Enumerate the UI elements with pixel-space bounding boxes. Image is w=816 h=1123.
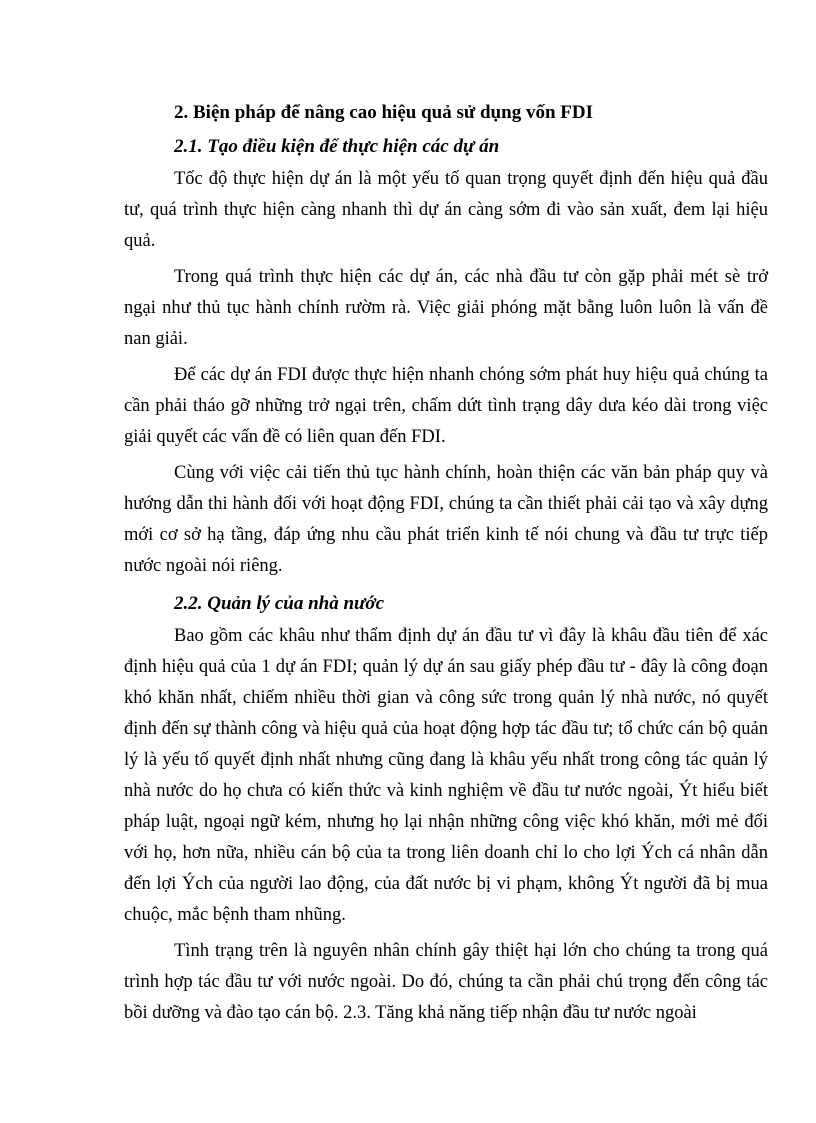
paragraph: Cùng với việc cải tiến thủ tục hành chính, hoàn thiện các văn bản pháp quy và hướng dẫn thi hành đối với hoạt động FDI, chúng ta cần thiết phải cải tạo và xây dựng mới cơ sở hạ tầng, đáp ứng nhu cầu phát triển kinh tế nói chung và đầu tư trực tiếp nước ngoài nói riêng.: [124, 463, 768, 576]
section-heading-2-2: 2.2. Quản lý của nhà nước: [174, 593, 385, 614]
main-heading: 2. Biện pháp để nâng cao hiệu quả sử dụng vốn FDI: [174, 102, 593, 123]
paragraph: Trong quá trình thực hiện các dự án, các nhà đầu tư còn gặp phải mét sè trở ngại như thủ tục hành chính rườm rà. Việc giải phóng mặt bằng luôn luôn là vấn đề nan giải.: [124, 267, 768, 349]
paragraph: Tốc độ thực hiện dự án là một yếu tố quan trọng quyết định đến hiệu quả đầu tư, quá trình thực hiện càng nhanh thì dự án càng sớm đi vào sản xuất, đem lại hiệu quả.: [124, 169, 768, 251]
paragraph: Tình trạng trên là nguyên nhân chính gây thiệt hại lớn cho chúng ta trong quá trình hợp tác đầu tư với nước ngoài. Do đó, chúng ta cần phải chú trọng đến công tác bồi dưỡng và đào tạo cán bộ. 2.3. Tăng khả năng tiếp nhận đầu tư nước ngoài: [124, 941, 768, 1023]
paragraph: Để các dự án FDI được thực hiện nhanh chóng sớm phát huy hiệu quả chúng ta cần phải tháo gỡ những trở ngại trên, chấm dứt tình trạng dây dưa kéo dài trong việc giải quyết các vấn đề có liên quan đến FDI.: [124, 365, 768, 447]
document-body: [124, 96, 768, 1034]
paragraph: Bao gồm các khâu như thẩm định dự án đầu tư vì đây là khâu đầu tiên để xác định hiệu quả của 1 dự án FDI; quản lý dự án sau giấy phép đầu tư - đây là công đoạn khó khăn nhất, chiếm nhiều thời gian và công sức trong quản lý nhà nước, nó quyết định đến sự thành công và hiệu quả của hoạt động hợp tác đầu tư; tổ chức cán bộ quản lý là yếu tố quyết định nhất nhưng cũng đang là khâu yếu nhất trong công tác quản lý nhà nước do họ chưa có kiến thức và kinh nghiệm về đầu tư nước ngoài, Ýt hiểu biết pháp luật, ngoại ngữ kém, nhưng họ lại nhận những công việc khó khăn, mới mẻ đối với họ, hơn nữa, nhiều cán bộ của ta trong liên doanh chỉ lo cho lợi Ých cá nhân dẫn đến lợi Ých của người lao động, của đất nước bị vi phạm, không Ýt người đã bị mua chuộc, mắc bệnh tham nhũng.: [124, 626, 768, 925]
section-heading-2-1: 2.1. Tạo điều kiện để thực hiện các dự án: [174, 136, 500, 157]
